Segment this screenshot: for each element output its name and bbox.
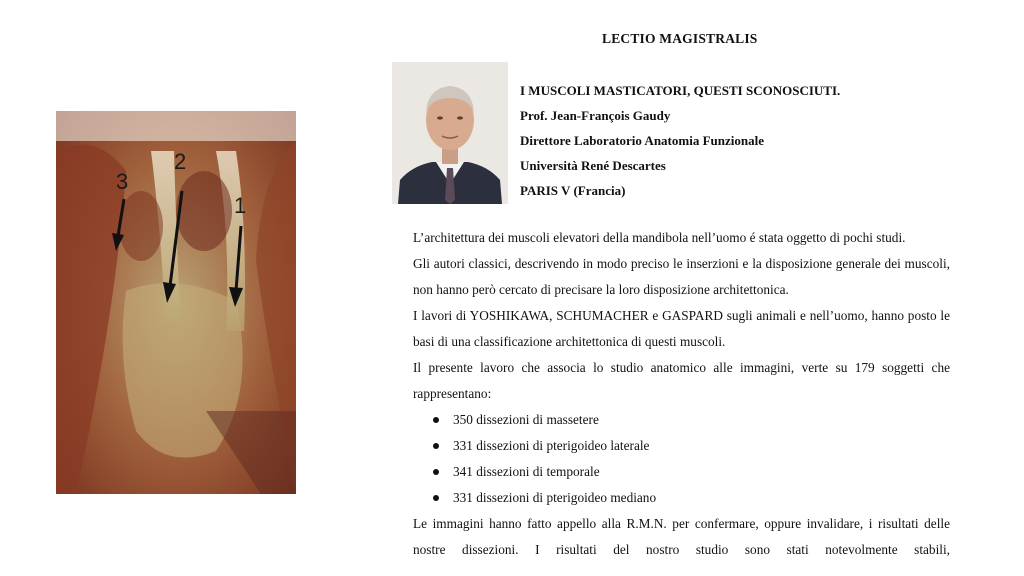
list-item — [413, 407, 950, 433]
dissection-photo — [56, 111, 296, 494]
list-item-text: 331 dissezioni di pterigoideo mediano — [453, 490, 657, 505]
bullet-icon — [433, 495, 439, 501]
list-item — [413, 433, 950, 459]
list-item — [413, 485, 950, 511]
list-item-text: 331 dissezioni di pterigoideo laterale — [453, 438, 650, 453]
author-portrait — [392, 62, 508, 204]
page-title: LECTIO MAGISTRALIS — [602, 31, 758, 46]
author-role: Direttore Laboratorio Anatomia Funzionale — [520, 133, 764, 148]
author-portrait-graphic — [392, 62, 508, 204]
dissection-list — [413, 407, 950, 511]
article-body — [413, 225, 950, 563]
dissection-photo-graphic — [56, 111, 296, 494]
lecture-title: I MUSCOLI MASTICATORI, QUESTI SCONOSCIUTI. — [520, 83, 841, 98]
list-item-text: 341 dissezioni di temporale — [453, 464, 600, 479]
label-2: 2 — [174, 149, 187, 174]
list-item-text: 350 dissezioni di massetere — [453, 412, 599, 427]
author-block — [520, 78, 840, 203]
author-university: Università René Descartes — [520, 158, 666, 173]
bullet-icon — [433, 469, 439, 475]
author-location: PARIS V (Francia) — [520, 183, 626, 198]
paragraph-1: L’architettura dei muscoli elevatori della mandibola nell’uomo é stata oggetto di pochi studi. — [413, 230, 906, 245]
bullet-icon — [433, 417, 439, 423]
label-3: 3 — [116, 169, 129, 194]
list-item — [413, 459, 950, 485]
bullet-icon — [433, 443, 439, 449]
paragraph-2: Gli autori classici, descrivendo in modo preciso le inserzioni e la disposizione generale dei muscoli, non hanno però cercato di precisare la loro disposizione architettonica. — [413, 256, 950, 297]
label-1: 1 — [234, 193, 247, 218]
paragraph-closing: Le immagini hanno fatto appello alla R.M.N. per confermare, oppure invalidare, i risultati delle nostre dissezioni. I risultati del nostro studio sono stati notevolmente stabili, — [413, 516, 950, 557]
author-name: Prof. Jean-François Gaudy — [520, 108, 671, 123]
paragraph-4: Il presente lavoro che associa lo studio anatomico alle immagini, verte su 179 soggetti che rappresentano: — [413, 360, 950, 401]
paragraph-3: I lavori di YOSHIKAWA, SCHUMACHER e GASPARD sugli animali e nell’uomo, hanno posto le basi di una classificazione architettonica di questi muscoli. — [413, 308, 950, 349]
